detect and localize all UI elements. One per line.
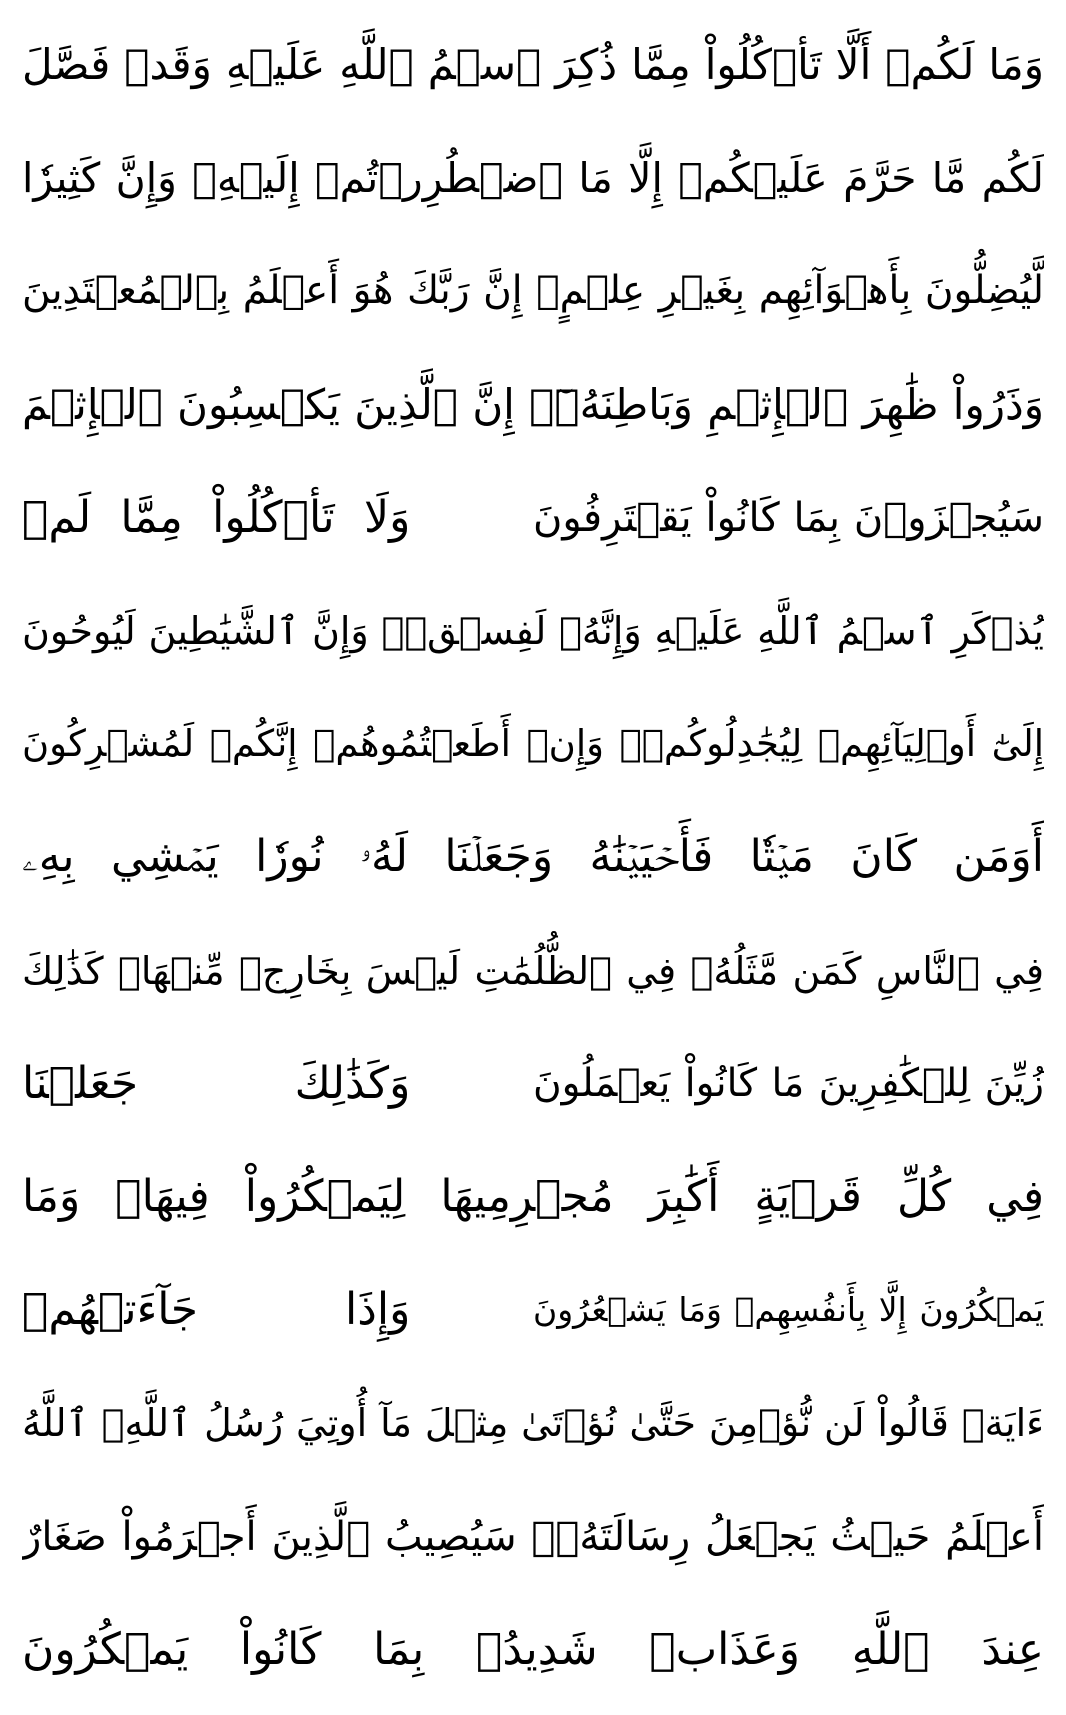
verse-end-segment: يَمۡكُرُونَ إِلَّا بِأَنفُسِهِمۡ وَمَا يَشۡعُرُونَ <box>533 1290 1044 1330</box>
verse-start-segment: وَلَا تَأۡكُلُواْ مِمَّا لَمۡ <box>22 491 411 543</box>
line-text: لَّيُضِلُّونَ بِأَهۡوَآئِهِم بِغَيۡرِ عِلۡمٍۚ إِنَّ رَبَّكَ هُوَ أَعۡلَمُ بِٱلۡمُعۡتَدِينَ <box>22 268 1044 314</box>
verse-line <box>22 18 1044 112</box>
verse-line <box>22 1603 1044 1697</box>
line-text: فِي ٱلنَّاسِ كَمَن مَّثَلُهُۥ فِي ٱلظُّلُمَٰتِ لَيۡسَ بِخَارِجٖ مِّنۡهَاۚ كَذَٰلِكَ <box>22 948 1044 993</box>
line-text: أَعۡلَمُ حَيۡثُ يَجۡعَلُ رِسَالَتَهُۥۗ سَيُصِيبُ ٱلَّذِينَ أَجۡرَمُواْ صَغَارٌ <box>22 1513 1044 1560</box>
line-text: وَذَرُواْ ظَٰهِرَ ٱلۡإِثۡمِ وَبَاطِنَهُۥٓۚ إِنَّ ٱلَّذِينَ يَكۡسِبُونَ ٱلۡإِثۡمَ <box>22 379 1044 429</box>
verse-start-segment: وَإِذَا جَآءَتۡهُمۡ <box>22 1284 411 1336</box>
verse-line <box>22 244 1044 338</box>
line-text: عِندَ ٱللَّهِ وَعَذَابٞ شَدِيدُۢ بِمَا كَانُواْ يَمۡكُرُونَ <box>22 1623 1044 1675</box>
verse-line <box>22 810 1044 904</box>
line-text: يُذۡكَرِ ٱسۡمُ ٱللَّهِ عَلَيۡهِ وَإِنَّهُۥ لَفِسۡقٞۗ وَإِنَّ ٱلشَّيَٰطِينَ لَيُوحُونَ <box>22 609 1044 654</box>
line-text: إِلَىٰٓ أَوۡلِيَآئِهِمۡ لِيُجَٰدِلُوكُمۡۖ وَإِنۡ أَطَعۡتُمُوهُمۡ إِنَّكُمۡ لَمُشۡرِكُونَ <box>22 722 1044 766</box>
line-text: لَكُم مَّا حَرَّمَ عَلَيۡكُمۡ إِلَّا مَا ٱضۡطُرِرۡتُمۡ إِلَيۡهِۗ وَإِنَّ كَثِيرٗا <box>22 154 1044 203</box>
line-text: أَوَمَن كَانَ مَيۡتٗا فَأَحۡيَيۡنَٰهُ وَجَعَلۡنَا لَهُۥ نُورٗا يَمۡشِي بِهِۦ <box>22 831 1044 883</box>
verse-end-segment: سَيُجۡزَوۡنَ بِمَا كَانُواْ يَقۡتَرِفُونَ <box>533 494 1044 541</box>
line-text: فِي كُلِّ قَرۡيَةٍ أَكَٰبِرَ مُجۡرِمِيهَا لِيَمۡكُرُواْ فِيهَاۖ وَمَا <box>22 1171 1044 1223</box>
line-text: ءَايَةٞ قَالُواْ لَن نُّؤۡمِنَ حَتَّىٰ نُؤۡتَىٰ مِثۡلَ مَآ أُوتِيَ رُسُلُ ٱللَّهِۘ ٱللَّهُ <box>22 1401 1044 1446</box>
verse-line <box>22 697 1044 791</box>
verse-line <box>22 1376 1044 1470</box>
verse-line <box>22 1150 1044 1244</box>
line-text: وَمَا لَكُمۡ أَلَّا تَأۡكُلُواْ مِمَّا ذُكِرَ ٱسۡمُ ٱللَّهِ عَلَيۡهِ وَقَدۡ فَصَّلَ <box>22 40 1044 89</box>
verse-line <box>22 131 1044 225</box>
verse-end-segment: زُيِّنَ لِلۡكَٰفِرِينَ مَا كَانُواْ يَعۡمَلُونَ <box>533 1060 1044 1106</box>
verse-line <box>22 584 1044 678</box>
verse-line <box>22 924 1044 1018</box>
verse-line <box>22 358 1044 452</box>
verse-lines <box>22 18 1044 1697</box>
verse-start-segment: وَكَذَٰلِكَ جَعَلۡنَا <box>22 1057 411 1109</box>
verse-line <box>22 1263 1044 1357</box>
verse-line <box>22 1490 1044 1584</box>
verse-line <box>22 1037 1044 1131</box>
verse-line <box>22 471 1044 565</box>
